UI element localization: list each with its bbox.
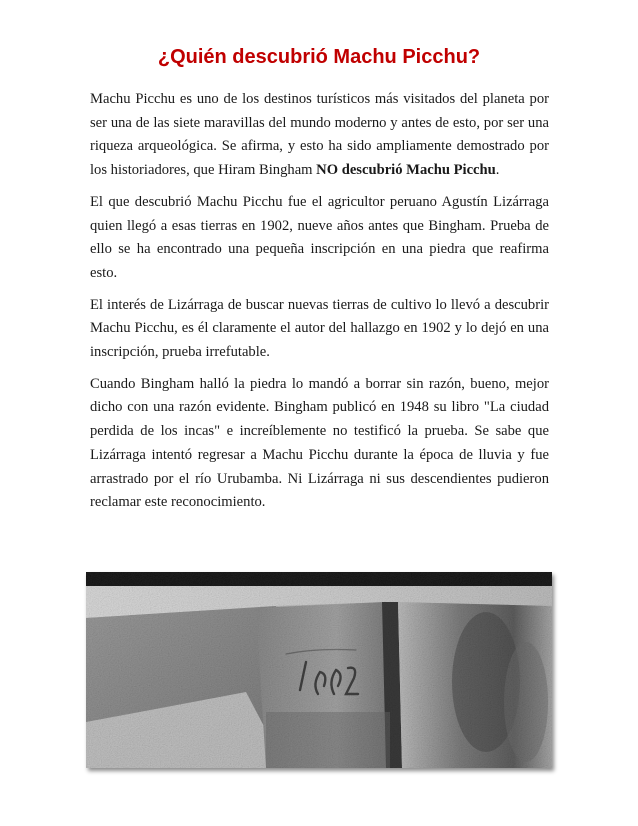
stone-photo-drawing: [86, 572, 552, 768]
stone-inscription-photo: [86, 572, 552, 768]
paragraph-1-bold-claim: NO descubrió Machu Picchu: [316, 162, 496, 179]
paragraph-1-text-end: .: [495, 162, 500, 179]
document-title: ¿Quién descubrió Machu Picchu?: [157, 46, 481, 68]
document-body: [90, 88, 549, 523]
paragraph-2: El que descubrió Machu Picchu fue el agricultor peruano Agustín Lizárraga quien llegó a esas tierras en 1902, nueve años antes que Bingham. Prueba de ello se ha encontrado una pequeña inscripción en una piedra que reafirma esto.: [90, 193, 549, 281]
paragraph-1-text-start: Machu Picchu es uno de los destinos turísticos más visitados del planeta por ser una de las siete maravillas del mundo moderno y antes de esto, por ser una riqueza arqueológica. Se afirma, y esto ha sido ampliamente demostrado por los historiadores, que Hiram Bingham: [90, 91, 549, 179]
paragraph-4: Cuando Bingham halló la piedra lo mandó a borrar sin razón, bueno, mejor dicho con una razón evidente. Bingham publicó en 1948 su libro "La ciudad perdida de los incas" e increíblemente no testificó la prueba. Se sabe que Lizárraga intentó regresar a Machu Picchu durante la época de lluvia y fue arrastrado por el río Urubamba. Ni Lizárraga ni sus descendientes pudieron reclamar este reconocimiento.: [90, 375, 549, 511]
paragraph-3: El interés de Lizárraga de buscar nuevas tierras de cultivo lo llevó a descubrir Machu Picchu, es él claramente el autor del hallazgo en 1902 y lo dejó en una inscripción, prueba irrefutable.: [90, 296, 549, 361]
paragraph-1: [90, 88, 549, 183]
